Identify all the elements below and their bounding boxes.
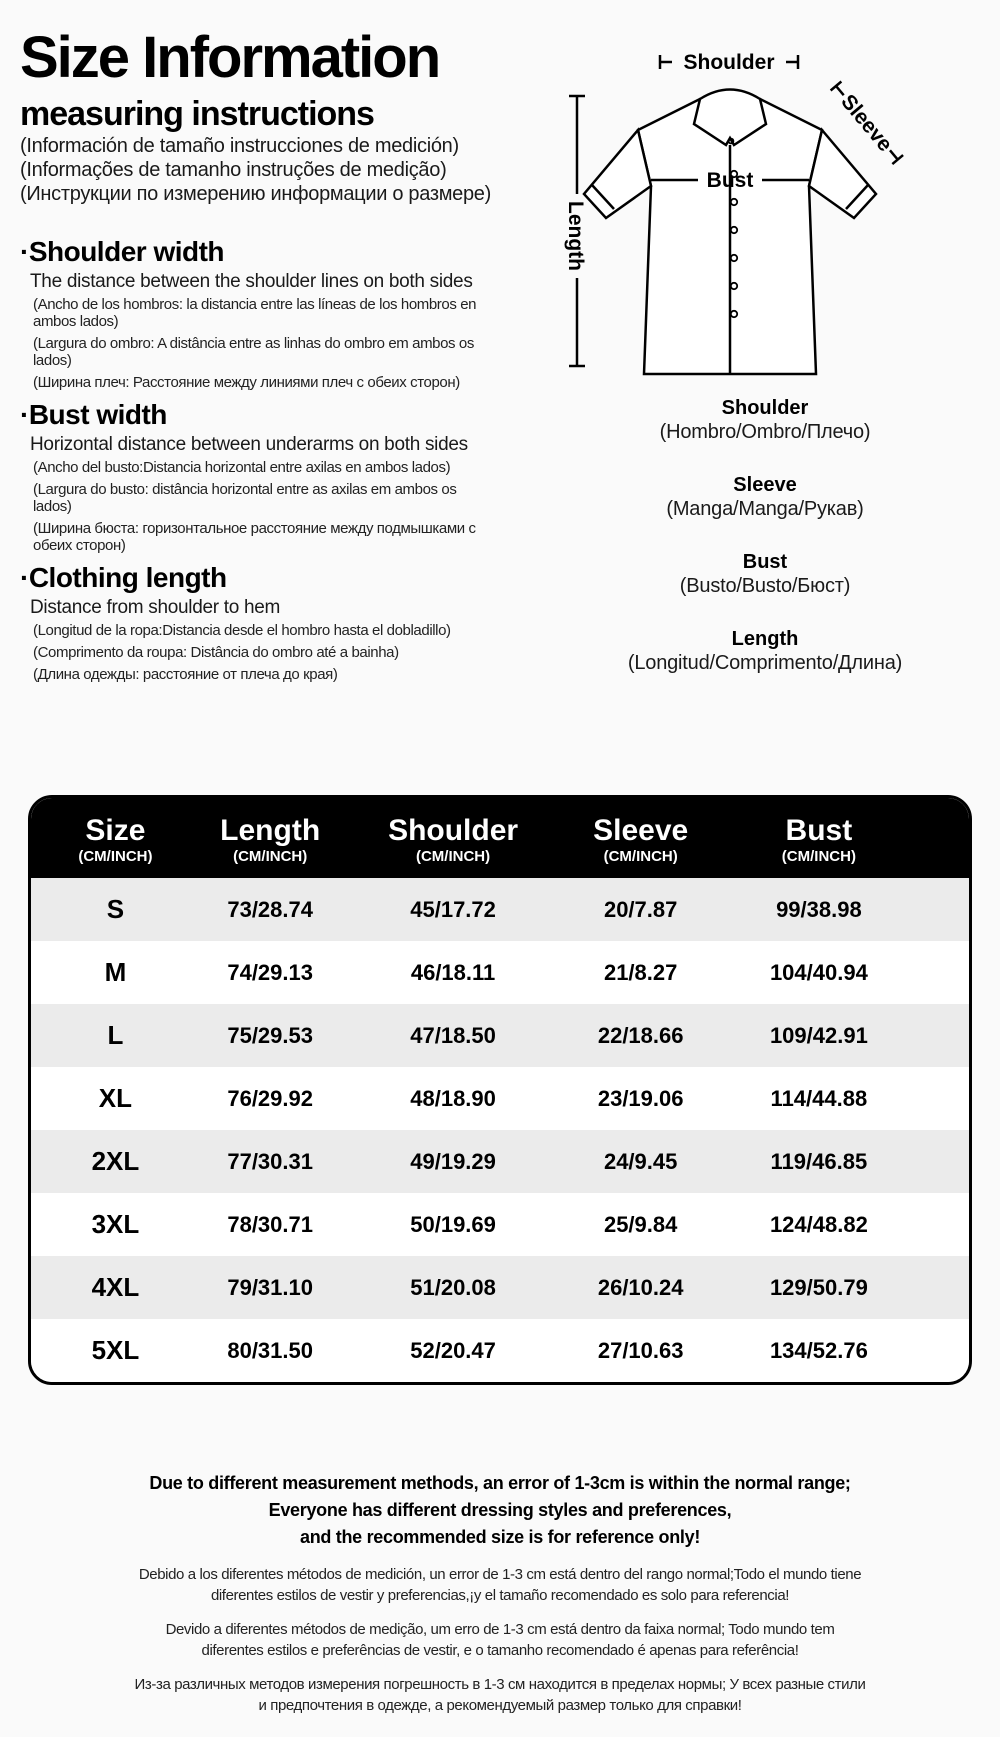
cell-bust: 134/52.76 — [769, 1337, 868, 1363]
section-description: Horizontal distance between underarms on both sides — [30, 434, 468, 455]
section-description: Distance from shoulder to hem — [30, 597, 281, 618]
cell-sleeve: 21/8.27 — [603, 959, 678, 985]
table-row — [31, 1256, 969, 1319]
cell-length: 76/29.92 — [227, 1085, 313, 1111]
table-row — [31, 1319, 969, 1382]
cell-bust: 114/44.88 — [770, 1085, 868, 1111]
page-title: Size Information — [20, 25, 440, 90]
cell-sleeve: 26/10.24 — [597, 1274, 684, 1300]
section-heading: ·Shoulder width — [20, 236, 225, 267]
measurement-legend — [555, 396, 975, 704]
legend-sleeve: Sleeve (Manga/Manga/Рукав) — [666, 474, 864, 520]
column-header-sleeve: Sleeve (CM/INCH) — [593, 814, 689, 865]
cell-length: 75/29.53 — [227, 1022, 313, 1048]
page-header — [20, 26, 550, 206]
disclaimer-en-line: and the recommended size is for reference only! — [299, 1527, 701, 1547]
cell-sleeve: 23/19.06 — [597, 1085, 684, 1111]
diagram-sleeve-label: Sleeve — [836, 90, 897, 156]
cell-length: 74/29.13 — [227, 959, 313, 985]
table-row — [31, 941, 969, 1004]
section-heading: ·Clothing length — [20, 562, 227, 593]
cell-sleeve: 27/10.63 — [597, 1337, 684, 1363]
cell-shoulder: 46/18.11 — [410, 959, 496, 985]
column-header-bust: Bust (CM/INCH) — [781, 814, 856, 865]
size-table-header — [31, 798, 969, 878]
cell-size: 5XL — [91, 1335, 140, 1365]
size-table-body — [31, 878, 969, 1382]
table-row — [31, 1067, 969, 1130]
cell-sleeve: 24/9.45 — [603, 1148, 678, 1174]
disclaimer-es: Debido a los diferentes métodos de medición, un error de 1-3 cm está dentro del rango normal;Todo el mundo tiene diferentes estilos de vestir y preferencias,¡y el tamaño recomendado es solo para referencia! — [138, 1566, 862, 1604]
measuring-sections — [20, 236, 555, 691]
column-header-shoulder: Shoulder (CM/INCH) — [388, 814, 519, 865]
cell-sleeve: 22/18.66 — [597, 1022, 684, 1048]
section-translation-pt: (Largura do ombro: A distância entre as linhas do ombro em ambos os lados) — [33, 335, 474, 369]
table-row — [31, 878, 969, 941]
shirt-diagram-svg — [548, 44, 968, 392]
shirt-measurement-diagram — [548, 44, 968, 392]
section-translation-es: (Ancho del busto:Distancia horizontal entre axilas en ambos lados) — [33, 459, 451, 476]
section-bust-width — [20, 399, 555, 554]
disclaimer-notes — [0, 1470, 1000, 1716]
diagram-bust-label: Bust — [706, 169, 754, 192]
cell-length: 73/28.74 — [227, 896, 313, 922]
column-header-size: Size (CM/INCH) — [78, 814, 153, 865]
section-translation-es: (Ancho de los hombros: la distancia entre las líneas de los hombros en ambos lados) — [33, 296, 477, 330]
cell-shoulder: 47/18.50 — [410, 1022, 496, 1048]
subtitle-translation-pt: (Informações de tamanho instruções de medição) — [20, 159, 447, 181]
cell-shoulder: 45/17.72 — [410, 896, 496, 922]
section-translation-ru: (Длина одежды: расстояние от плеча до края) — [33, 666, 338, 683]
section-translation-pt: (Largura do busto: distância horizontal entre as axilas em ambos os lados) — [33, 481, 457, 515]
table-row — [31, 1004, 969, 1067]
section-shoulder-width — [20, 236, 555, 391]
cell-length: 80/31.50 — [227, 1337, 313, 1363]
cell-bust: 124/48.82 — [769, 1211, 868, 1237]
section-translation-pt: (Comprimento da roupa: Distância do ombro até a bainha) — [33, 644, 399, 661]
cell-size: L — [107, 1020, 124, 1050]
subtitle-translation-ru: (Инструкции по измерению информации о размере) — [20, 183, 491, 205]
disclaimer-pt: Devido a diferentes métodos de medição, um erro de 1-3 cm está dentro da faixa normal; Todo mundo tem diferentes estilos e preferências de vestir, e o tamanho recomendado é apenas para referência! — [165, 1621, 835, 1659]
section-translation-es: (Longitud de la ropa:Distancia desde el hombro hasta el dobladillo) — [33, 622, 451, 639]
cell-shoulder: 50/19.69 — [410, 1211, 496, 1237]
cell-size: M — [104, 957, 127, 987]
cell-shoulder: 49/19.29 — [410, 1148, 496, 1174]
size-table — [28, 795, 972, 1385]
cell-size: 3XL — [91, 1209, 140, 1239]
cell-sleeve: 20/7.87 — [603, 896, 678, 922]
cell-length: 78/30.71 — [227, 1211, 313, 1237]
cell-length: 79/31.10 — [227, 1274, 313, 1300]
subtitle-translation-es: (Información de tamaño instrucciones de medición) — [20, 135, 459, 157]
legend-shoulder: Shoulder (Hombro/Ombro/Плечо) — [659, 397, 871, 443]
section-description: The distance between the shoulder lines on both sides — [30, 271, 473, 292]
cell-shoulder: 48/18.90 — [410, 1085, 496, 1111]
cell-size: S — [106, 894, 125, 924]
section-translation-ru: (Ширина бюста: горизонтальное расстояние между подмышками с обеих сторон) — [33, 520, 476, 554]
section-heading: ·Bust width — [20, 399, 167, 430]
cell-sleeve: 25/9.84 — [603, 1211, 678, 1237]
cell-length: 77/30.31 — [227, 1148, 313, 1174]
cell-size: XL — [98, 1083, 133, 1113]
cell-shoulder: 52/20.47 — [410, 1337, 496, 1363]
disclaimer-en-line: Due to different measurement methods, an error of 1-3cm is within the normal range; — [149, 1473, 851, 1493]
cell-size: 4XL — [91, 1272, 140, 1302]
disclaimer-en-line: Everyone has different dressing styles and preferences, — [268, 1500, 732, 1520]
table-row — [31, 1130, 969, 1193]
diagram-shoulder-label: Shoulder — [683, 51, 775, 74]
legend-length: Length (Longitud/Comprimento/Длина) — [627, 628, 903, 674]
section-translation-ru: (Ширина плеч: Расстояние между линиями плеч с обеих сторон) — [33, 374, 460, 391]
cell-bust: 129/50.79 — [769, 1274, 868, 1300]
legend-bust: Bust (Busto/Busto/Бюст) — [679, 551, 851, 597]
column-header-length: Length (CM/INCH) — [220, 814, 321, 865]
cell-bust: 99/38.98 — [776, 896, 862, 922]
cell-bust: 119/46.85 — [770, 1148, 868, 1174]
section-clothing-length — [20, 562, 555, 683]
diagram-length-label: Length — [564, 201, 587, 271]
page-subtitle: measuring instructions — [20, 95, 374, 133]
cell-bust: 104/40.94 — [769, 959, 868, 985]
cell-bust: 109/42.91 — [769, 1022, 868, 1048]
cell-shoulder: 51/20.08 — [410, 1274, 496, 1300]
disclaimer-ru: Из-за различных методов измерения погрешность в 1-3 см находится в пределах нормы; У всех разные стили и предпочтения в одежде, а рекомендуемый размер только для справки! — [134, 1676, 866, 1714]
table-row — [31, 1193, 969, 1256]
cell-size: 2XL — [91, 1146, 140, 1176]
